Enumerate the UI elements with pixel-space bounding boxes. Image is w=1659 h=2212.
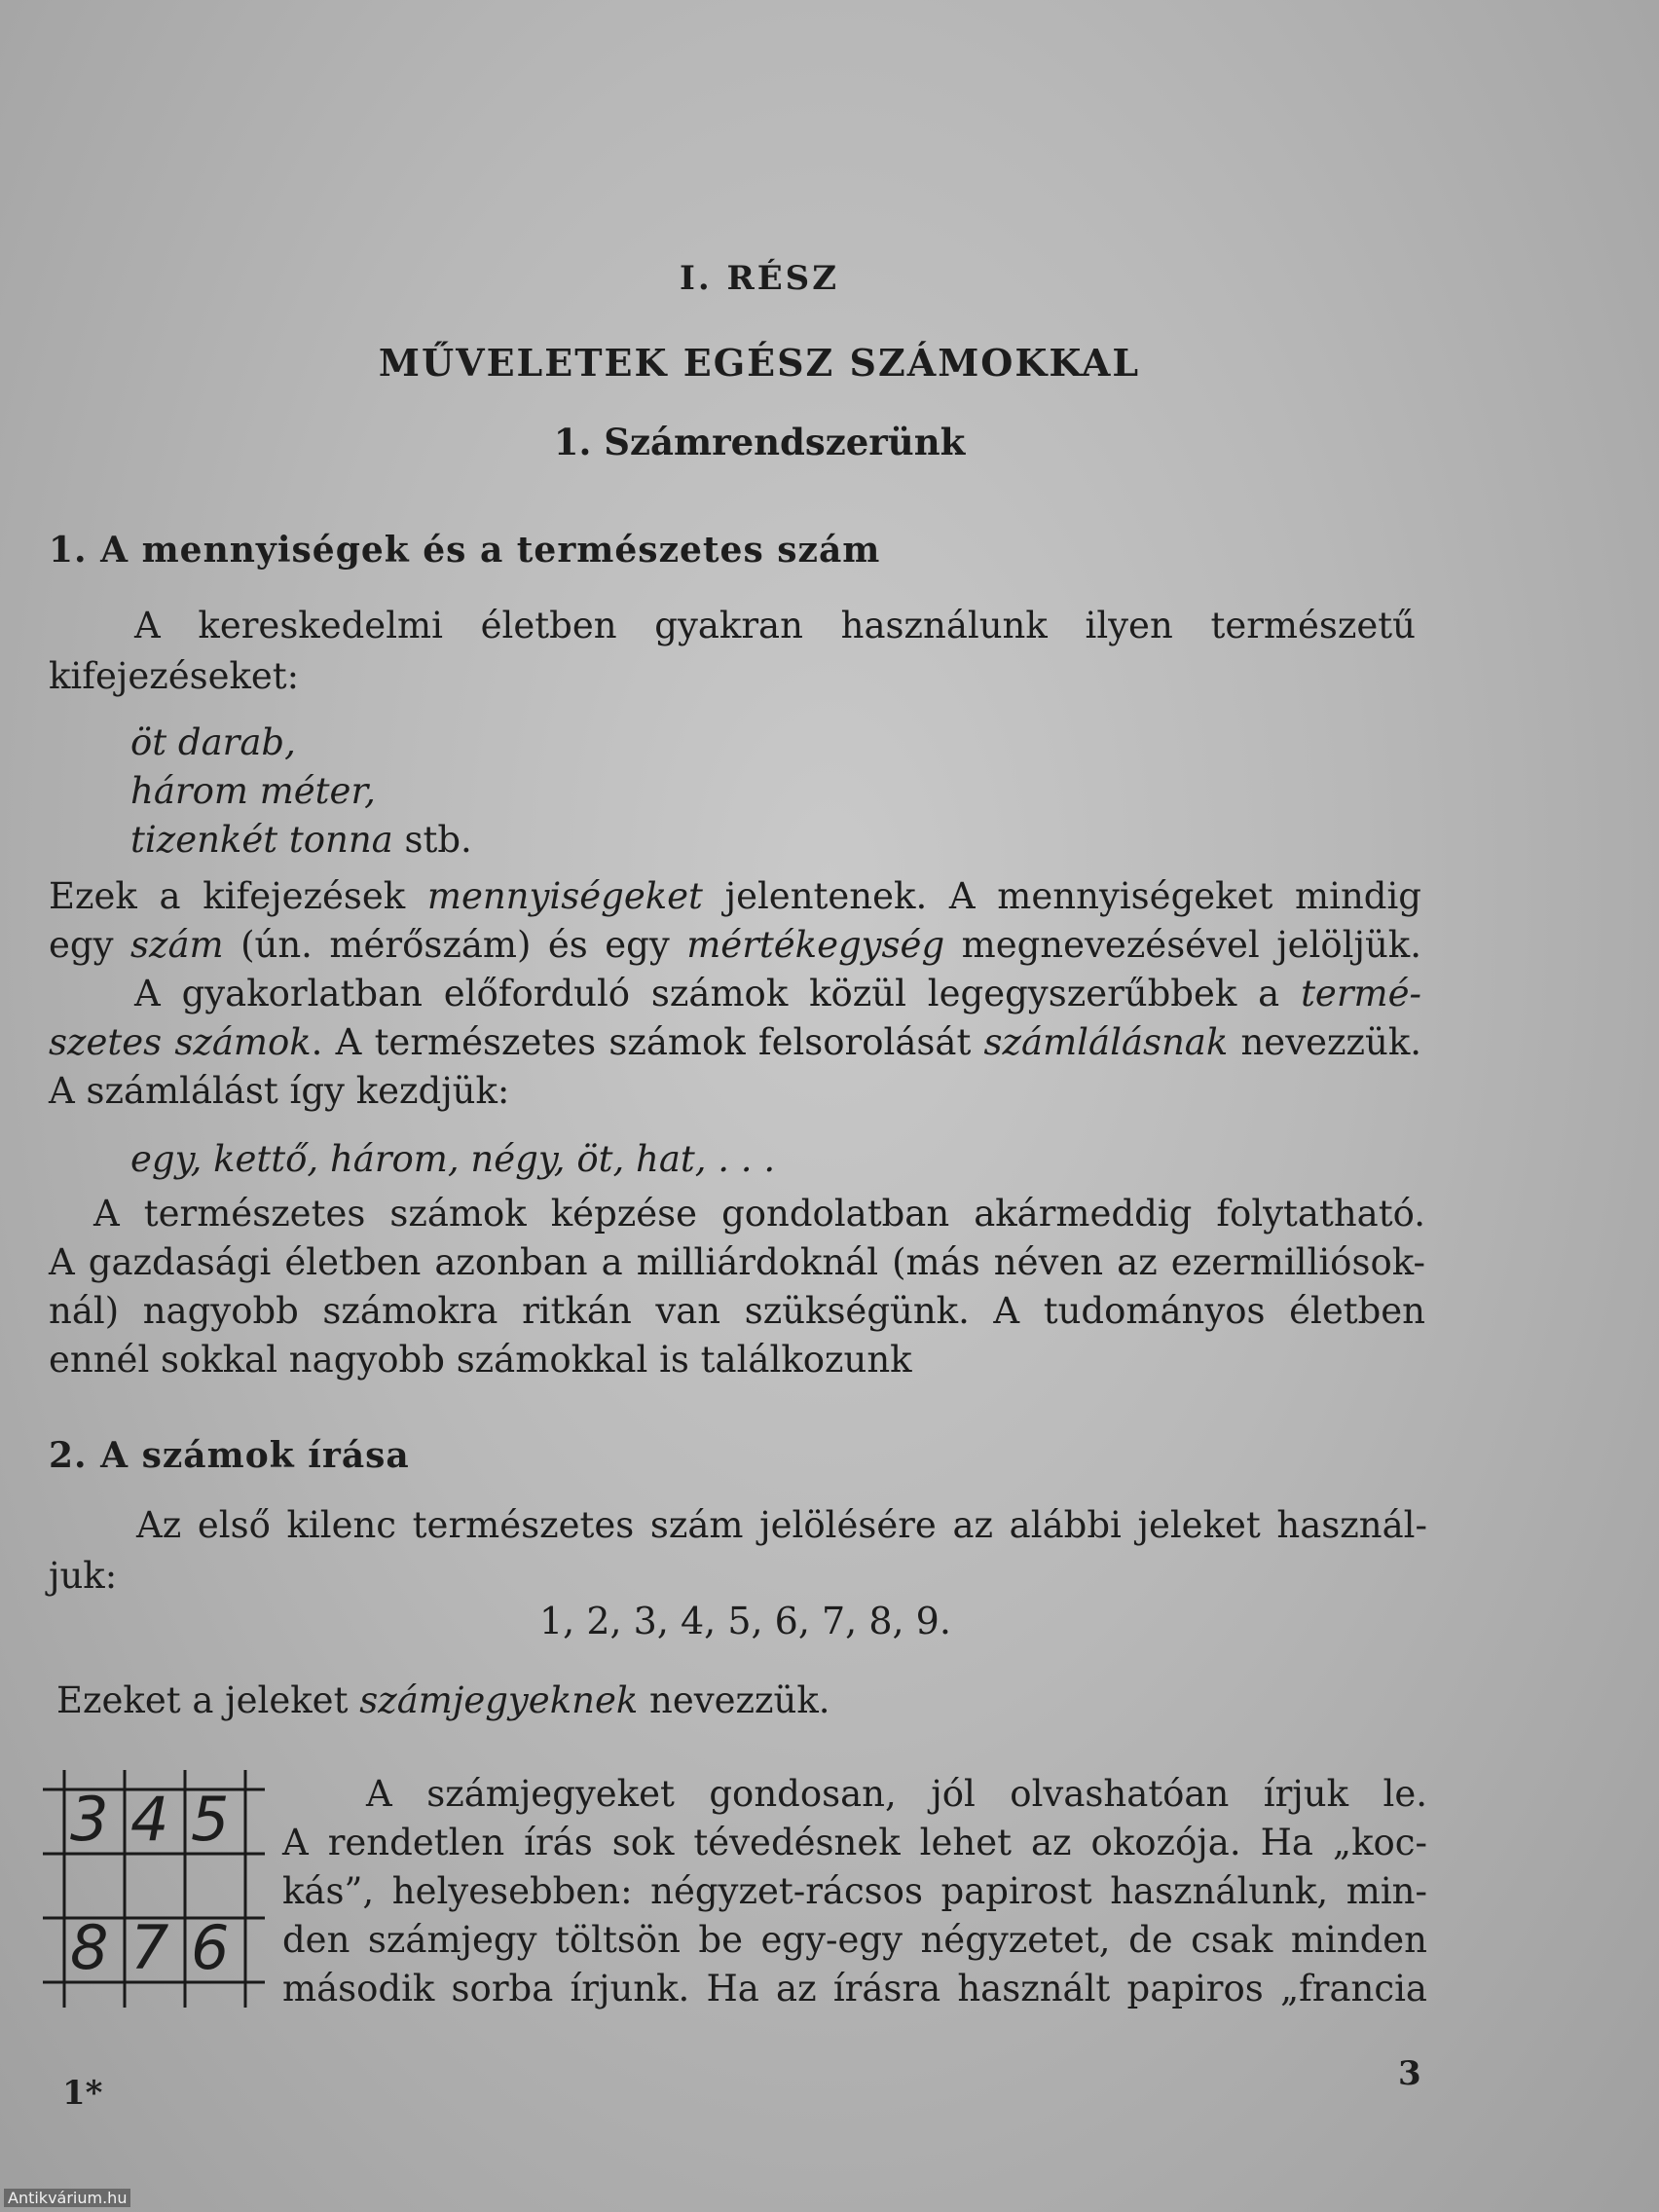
- para2-line-1: [134, 970, 1421, 1018]
- italic-run: mennyiségeket: [426, 875, 703, 917]
- example-1: öt darab,: [130, 721, 296, 763]
- main-title: MŰVELETEK EGÉSZ SZÁMOKKAL: [378, 341, 1141, 385]
- italic-run: termé-: [1301, 973, 1421, 1014]
- para3-line-4: ennél sokkal nagyobb számokkal is találkozunk: [49, 1339, 912, 1381]
- s2-para1-line-2: juk:: [49, 1555, 118, 1597]
- page-number: 3: [1398, 2054, 1421, 2093]
- grid-digit: 8: [70, 1912, 109, 1983]
- section-heading-2: 2. A számok írása: [49, 1435, 410, 1476]
- s2-para3-line-3: kás”, helyesebben: négyzet-rácsos papirost használunk, min-: [282, 1870, 1427, 1912]
- chapter-title: 1. Számrendszerünk: [553, 421, 966, 463]
- italic-run: szám: [129, 924, 224, 966]
- para3-line-3: nál) nagyobb számokra ritkán van szükségünk. A tudományos életben: [49, 1290, 1425, 1332]
- intro-line-1: A kereskedelmi életben gyakran használunk ilyen természetű: [134, 605, 1416, 646]
- italic-run: szetes számok: [49, 1021, 312, 1063]
- s2-para3-line-4: den számjegy töltsön be egy-egy négyzetet, de csak minden: [282, 1919, 1427, 1961]
- para3-line-1: A természetes számok képzése gondolatban akármeddig folytatható.: [93, 1193, 1425, 1235]
- text-run: nevezzük.: [638, 1679, 830, 1721]
- text-run: nevezzük.: [1228, 1021, 1421, 1063]
- example-2: három méter,: [130, 770, 376, 812]
- grid-digit: 5: [191, 1784, 230, 1855]
- grid-digit: 4: [130, 1784, 169, 1855]
- para1-line-1: [49, 872, 1421, 921]
- digits-line: 1, 2, 3, 4, 5, 6, 7, 8, 9.: [539, 1600, 951, 1642]
- text-run: jelentenek. A mennyiségeket mindig: [702, 875, 1421, 917]
- example-3: [130, 816, 472, 865]
- digit-grid-illustration: [43, 1770, 265, 2008]
- grid-digit: 3: [70, 1784, 109, 1855]
- italic-run: számjegyeknek: [359, 1679, 639, 1721]
- grid-digit: 6: [191, 1912, 230, 1983]
- watermark: Antikvárium.hu: [4, 2189, 130, 2207]
- s2-para3-line-2: A rendetlen írás sok tévedésnek lehet az okozója. Ha „koc-: [282, 1822, 1427, 1863]
- grid-digit: 7: [130, 1912, 169, 1983]
- text-run: Ezeket a jeleket: [56, 1679, 360, 1721]
- intro-line-2: kifejezéseket:: [49, 655, 300, 697]
- text-run: (ún. mérőszám) és egy: [223, 924, 687, 966]
- para3-line-2: A gazdasági életben azonban a milliárdoknál (más néven az ezermilliósok-: [49, 1241, 1425, 1283]
- s2-para1-line-1: Az első kilenc természetes szám jelölésére az alábbi jeleket használ-: [136, 1504, 1427, 1546]
- text-run: Ezek a kifejezések: [49, 875, 427, 917]
- text-run: megnevezésével jelöljük.: [944, 924, 1421, 966]
- s2-para3-line-5: második sorba írjunk. Ha az írásra használt papiros „francia: [282, 1968, 1427, 2009]
- text-run: egy: [49, 924, 130, 966]
- para2-line-3: A számlálást így kezdjük:: [49, 1070, 510, 1112]
- part-title: I. RÉSZ: [679, 259, 840, 298]
- text-run: . A természetes számok felsorolását: [311, 1021, 984, 1063]
- example-3-tail: stb.: [392, 819, 472, 861]
- signature-mark: 1*: [62, 2074, 103, 2113]
- section-heading-1: 1. A mennyiségek és a természetes szám: [49, 530, 881, 571]
- counting-line: egy, kettő, három, négy, öt, hat, . . .: [130, 1138, 776, 1180]
- para2-line-2: [49, 1018, 1421, 1067]
- s2-para3-line-1: A számjegyeket gondosan, jól olvashatóan írjuk le.: [366, 1773, 1427, 1815]
- italic-run: számlálásnak: [983, 1021, 1229, 1063]
- s2-para2: [56, 1677, 830, 1725]
- italic-run: mértékegység: [686, 924, 945, 966]
- text-run: A gyakorlatban előforduló számok közül legegyszerűbbek a: [134, 973, 1302, 1014]
- example-3-italic: tizenkét tonna: [130, 819, 393, 861]
- para1-line-2: [49, 921, 1421, 970]
